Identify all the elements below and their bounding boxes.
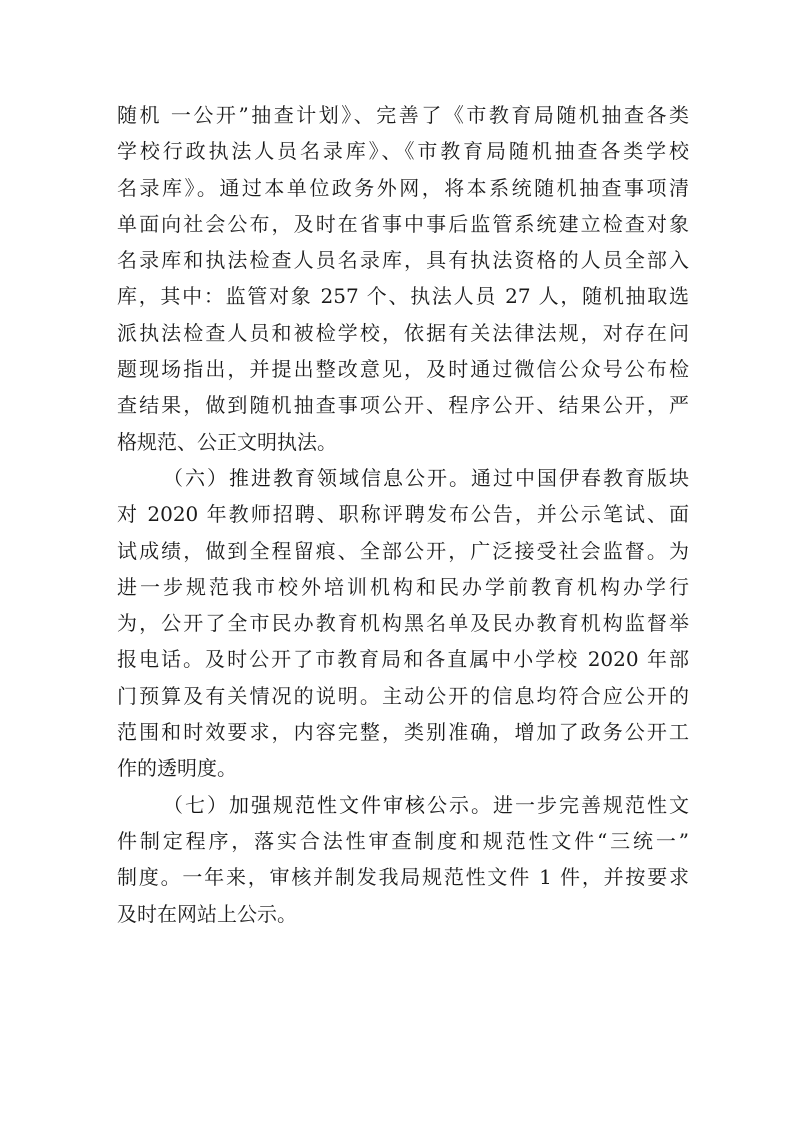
text-fragment: 进一步完善规范性文 (493, 792, 689, 817)
paragraph-info-disclosure (117, 460, 689, 787)
text-fragment: 通过中国伊春教育版块 (471, 465, 689, 490)
text-line: 题现场指出，并提出整改意见，及时通过微信公众号公布检 (117, 357, 689, 382)
text-line: 件制定程序，落实合法性审查制度和规范性文件“三统一” (117, 828, 689, 853)
text-line: 对 2020 年教师招聘、职称评聘发布公告，并公示笔试、面 (117, 502, 689, 527)
document-body (117, 97, 689, 932)
text-line: 库，其中：监管对象 257 个、执法人员 27 人，随机抽取选 (117, 284, 689, 309)
text-line: 查结果，做到随机抽查事项公开、程序公开、结果公开，严 (117, 393, 689, 418)
paragraph-normative-documents (117, 787, 689, 932)
paragraph-first-line (117, 460, 689, 496)
text-line: 名录库和执法检查人员名录库，具有执法资格的人员全部入 (117, 248, 689, 273)
text-line: 报电话。及时公开了市教育局和各直属中小学校 2020 年部 (117, 647, 689, 672)
section-heading-six: （六）推进教育领域信息公开。 (163, 465, 471, 490)
text-line: 随机 一公开”抽查计划》、完善了《市教育局随机抽查各类 (117, 103, 689, 127)
text-line: 制度。一年来，审核并制发我局规范性文件 1 件，并按要求 (117, 865, 689, 890)
text-line: 范围和时效要求，内容完整，类别准确，增加了政务公开工 (117, 720, 689, 745)
text-line: 为，公开了全市民办教育机构黑名单及民办教育机构监督举 (117, 611, 689, 636)
paragraph-random-inspection (117, 97, 689, 460)
text-line: 试成绩，做到全程留痕、全部公开，广泛接受社会监督。为 (117, 538, 689, 563)
text-line: 进一步规范我市校外培训机构和民办学前教育机构办学行 (117, 574, 689, 599)
section-heading-seven: （七）加强规范性文件审核公示。 (163, 792, 493, 817)
text-line: 单面向社会公布，及时在省事中事后监管系统建立检查对象 (117, 211, 689, 236)
text-line: 及时在网站上公示。 (117, 901, 297, 926)
text-line: 名录库》。通过本单位政务外网，将本系统随机抽查事项清 (117, 175, 689, 200)
text-line: 格规范、公正文明执法。 (117, 429, 337, 454)
text-line: 门预算及有关情况的说明。主动公开的信息均符合应公开的 (117, 683, 689, 708)
text-line: 派执法检查人员和被检学校，依据有关法律法规，对存在问 (117, 320, 689, 345)
text-line: 学校行政执法人员名录库》、《市教育局随机抽查各类学校 (117, 139, 689, 164)
paragraph-first-line (117, 787, 689, 823)
text-line: 作的透明度。 (117, 756, 237, 781)
